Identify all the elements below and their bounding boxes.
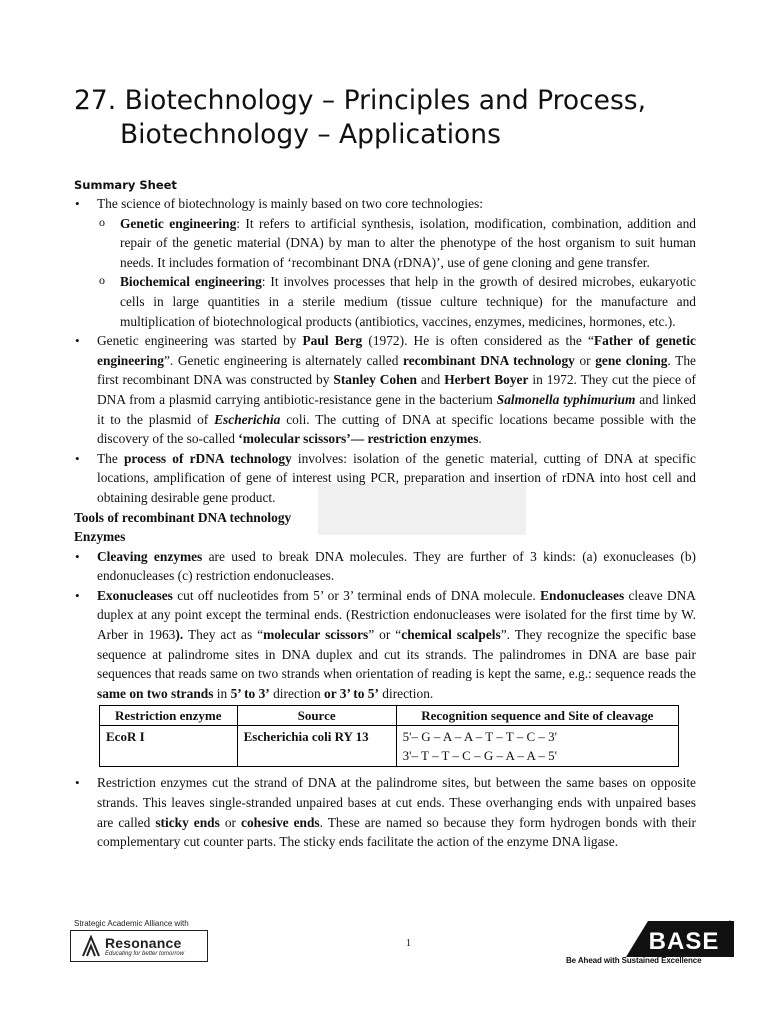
term: sticky ends bbox=[155, 814, 220, 830]
term: Genetic engineering bbox=[120, 215, 237, 231]
term: recombinant DNA technology bbox=[403, 352, 575, 368]
term: chemical scalpels bbox=[401, 627, 501, 643]
alliance-text: Strategic Academic Alliance with bbox=[74, 919, 189, 928]
restriction-enzyme-table bbox=[99, 705, 679, 767]
term: Salmonella typhimurium bbox=[496, 391, 636, 407]
term: Endonucleases bbox=[540, 587, 625, 603]
term: Paul Berg bbox=[302, 333, 363, 349]
term: Cleaving enzymes bbox=[97, 548, 203, 564]
enzymes-heading: Enzymes bbox=[74, 529, 126, 545]
text: or bbox=[219, 814, 241, 830]
table-header-row bbox=[100, 706, 679, 726]
term: ). bbox=[175, 627, 184, 643]
resonance-mark-icon bbox=[81, 935, 101, 957]
term: Biochemical engineering bbox=[120, 274, 262, 290]
resonance-name: Resonance bbox=[105, 935, 182, 951]
base-tagline: Be Ahead with Sustained Excellence bbox=[566, 956, 702, 965]
sequence-strand-1: 5'– G – A – A – T – T – C – 3' bbox=[402, 729, 557, 745]
text: and bbox=[416, 372, 445, 388]
document-body bbox=[74, 176, 696, 852]
text: . bbox=[478, 431, 482, 447]
text: ” or “ bbox=[368, 627, 402, 643]
page-number: 1 bbox=[406, 938, 411, 949]
text: direction bbox=[269, 685, 325, 701]
text: coli. The cutting of DNA at specific locations became possible with the discovery of the so-called bbox=[97, 411, 696, 447]
term: same on two strands bbox=[97, 685, 214, 701]
text: . These are named so because they form hydrogen bonds with their complementary cut counter parts. The sticky ends facilitate the action of the enzyme DNA ligase. bbox=[97, 814, 697, 850]
text: : It refers to artificial synthesis, isolation, modification, combination, addition and repair of the genetic material (DNA) by man to alter the phenotype of the host organism to suit human needs. It includes formation of ‘recombinant DNA (rDNA)’, use of gene cloning and gene transfer. bbox=[120, 215, 696, 270]
text: Genetic engineering was started by bbox=[97, 333, 303, 349]
resonance-tagline: Educating for better tomorrow bbox=[105, 951, 185, 957]
tools-bullet-2 bbox=[74, 586, 696, 704]
sequence-strand-2: 3'– T – T – C – G – A – A – 5' bbox=[402, 748, 557, 764]
term: 5’ to 3’ bbox=[230, 685, 270, 701]
text: Restriction enzymes cut the strand of DNA at the palindrome sites, but between the same bases on opposite strands. This leaves single-stranded unpaired bases at cut ends. These overhanging ends with unpaired bases are called bbox=[97, 775, 696, 830]
summary-bullet-1: • The science of biotechnology is mainly based on two core technologies: bbox=[74, 194, 696, 214]
summary-bullet-2 bbox=[74, 331, 696, 449]
term: Stanley Cohen bbox=[333, 372, 417, 388]
text: They act as “ bbox=[183, 627, 264, 643]
term: molecular scissors bbox=[263, 627, 369, 643]
tools-heading: Tools of recombinant DNA technology bbox=[74, 509, 292, 525]
term: Escherichia bbox=[214, 411, 281, 427]
header-cell: Restriction enzyme bbox=[100, 706, 238, 726]
term: Exonucleases bbox=[97, 587, 173, 603]
header-cell: Recognition sequence and Site of cleavage bbox=[396, 706, 678, 726]
text: The bbox=[97, 450, 124, 466]
tools-bullet-1 bbox=[74, 547, 696, 586]
base-logo bbox=[626, 915, 734, 957]
title-line-2: Biotechnology – Applications bbox=[120, 119, 501, 150]
text: ”. Genetic engineering is alternately called bbox=[163, 352, 404, 368]
text: ”. They recognize the specific base sequence at palindrome sites in DNA duplex and cut its strands. The palindromes in DNA are base pair sequences that reads same on two strands when orientation of reading is kept the same, e.g.: sequence reads the bbox=[97, 627, 696, 682]
term: Father of genetic engineering bbox=[97, 333, 696, 368]
text: in bbox=[213, 685, 231, 701]
text: are used to break DNA molecules. They are further of 3 kinds: (a) exonucleases (b) endonucleases (c) restriction endonucleases. bbox=[97, 548, 696, 584]
text: (1972). He is often considered as the “ bbox=[362, 333, 594, 349]
summary-sub-biochemical-engineering bbox=[74, 272, 696, 331]
header-cell: Source bbox=[237, 706, 396, 726]
term: Herbert Boyer bbox=[444, 372, 529, 388]
text: . The first recombinant DNA was constructed by bbox=[97, 352, 696, 388]
text: : It involves processes that help in the growth of desired microbes, eukaryotic cells in large quantities in a sterile medium (tissue culture technique) for the manufacture and multiplication of biotechnological products (antibiotics, vaccines, enzymes, medicines, hormones, etc.). bbox=[120, 274, 696, 329]
source-cell: Escherichia coli RY 13 bbox=[237, 726, 396, 767]
term: gene cloning bbox=[595, 352, 668, 368]
term: process of rDNA technology bbox=[123, 450, 292, 466]
text: in 1972. They cut the piece of DNA from a plasmid carrying antibiotic-resistance gene in the bacterium bbox=[97, 372, 697, 407]
table-row bbox=[100, 726, 679, 767]
text: direction. bbox=[378, 685, 434, 701]
enzyme-cell: EcoR I bbox=[100, 726, 238, 767]
summary-bullet-3 bbox=[74, 449, 696, 508]
term: cohesive ends bbox=[241, 814, 320, 830]
text: involves: isolation of the genetic material, cutting of DNA at specific locations, amplification of gene of interest using PCR, preparation and insertion of rDNA into host cell and obtaining desirable gene product. bbox=[97, 450, 696, 505]
summary-sub-genetic-engineering bbox=[74, 214, 696, 273]
title-line-1: 27. Biotechnology – Principles and Process, bbox=[74, 85, 647, 116]
text: and linked it to the plasmid of bbox=[97, 391, 696, 427]
text: cut off nucleotides from 5’ or 3’ terminal ends of DNA molecule. bbox=[172, 587, 541, 603]
term: ‘molecular scissors’— restriction enzymes bbox=[238, 431, 479, 447]
term: or 3’ to 5’ bbox=[324, 685, 379, 701]
tools-bullet-3 bbox=[74, 773, 696, 851]
text: cleave DNA duplex at any point except the terminal ends. (Restriction endonucleases were isolated for the first time by W. Arber in 1963 bbox=[97, 587, 696, 643]
base-logo-text: BASE bbox=[648, 928, 720, 955]
text: or bbox=[574, 352, 596, 368]
page-title bbox=[74, 84, 734, 152]
summary-heading: Summary Sheet bbox=[74, 178, 177, 192]
resonance-logo bbox=[70, 930, 208, 962]
sequence-cell bbox=[396, 726, 678, 767]
